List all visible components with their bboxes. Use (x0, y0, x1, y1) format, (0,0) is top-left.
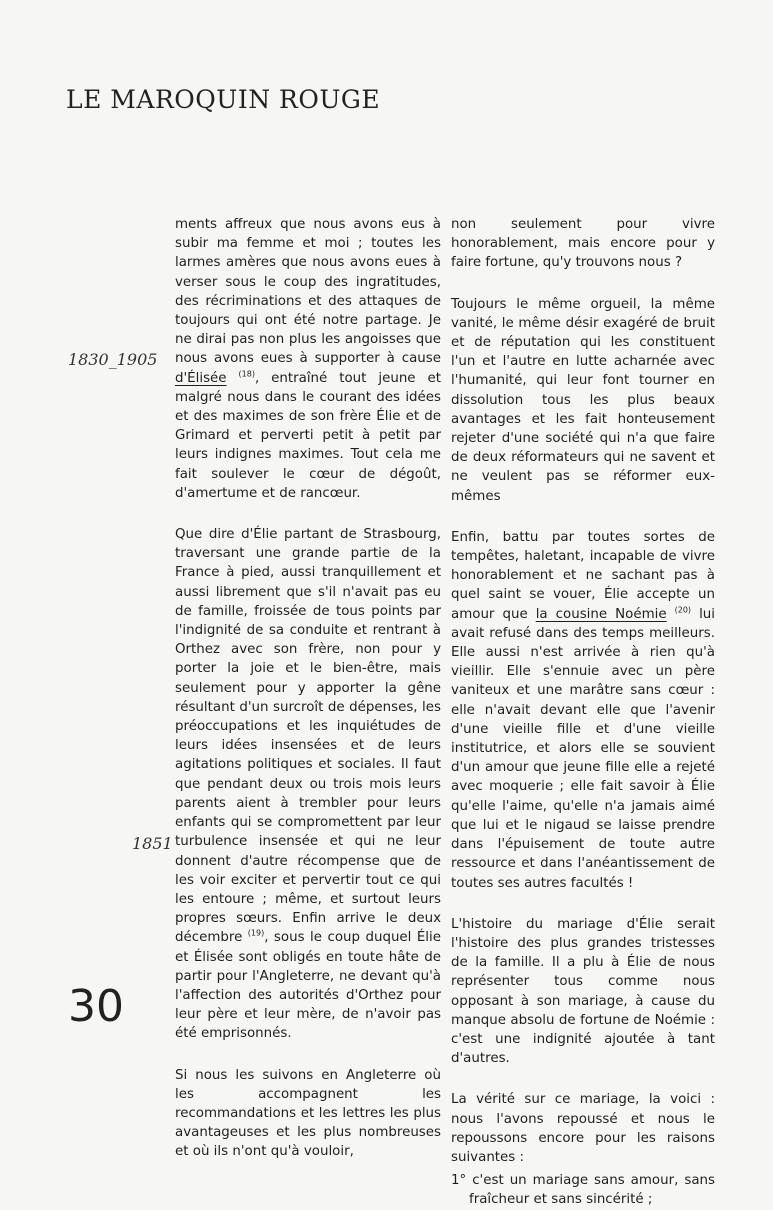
paragraph-text: Enfin, battu par toutes sortes de tempêtes, haletant, incapable de vivre honorablement et ne sachant pas à quel saint se vouer, Élie accepte un amour que (451, 529, 715, 622)
paragraph-text: , entraîné tout jeune et malgré nous dans le courant des idées et des maximes de son frère Élie et de Grimard et perverti petit à petit par leurs indignes maximes. Tout cela me fait soulever le cœur de dégoût, d'amertume et de rancœur. (175, 370, 441, 501)
paragraph: Toujours le même orgueil, la même vanité, le même désir exagéré de bruit et de réputation qui les constituent l'un et l'autre en lutte acharnée avec l'humanité, qui leur font tourner en dissolution tous les plus beaux avantages et les fait honteusement rejeter d'une société qui n'a que faire de deux réformateurs qui ne savent et ne veulent pas se réformer eux-mêmes (451, 296, 715, 504)
left-text-column (175, 215, 441, 1184)
footnote-ref: (18) (238, 369, 255, 379)
paragraph-text: ments affreux que nous avons eus à subir ma femme et moi ; toutes les larmes amères que nous avons eues à verser sous le coup des ingratitudes, des récriminations et des attaques de toujours qui ont été notre partage. Je ne dirai pas non plus les angoisses que nous avons eues à supporter à cause (175, 217, 441, 367)
paragraph: non seulement pour vivre honorablement, mais encore pour y faire fortune, qu'y trouvons nous ? (451, 217, 715, 271)
paragraph-text: Que dire d'Élie partant de Strasbourg, traversant une grande partie de la France à pied, aussi tranquillement et aussi librement que s'il n'avait pas eu de famille, froissée de tous points par l'indignité de sa conduite et rentrant à Orthez avec son frère, non pour y porter la joie et le bien-être, mais seulement pour y apporter la gêne résultant d'un surcroît de dépenses, les préoccupations et les inquiétudes de leurs idées insensées et de leurs agitations politiques et sociales. Il faut que pendant deux ou trois mois leurs parents aient à trembler pour leurs enfants qui se compromettent par leur turbulence insensée et qui ne leur donnent d'autre récompense que de les voir exciter et pervertir tout ce qui les entoure ; même, et surtout leurs propres sœurs. Enfin arrive le deux décembre (175, 527, 441, 946)
page-number: 30 (68, 981, 124, 1032)
running-header: LE MAROQUIN ROUGE (66, 85, 381, 114)
paragraph (175, 215, 441, 503)
paragraph: La vérité sur ce mariage, la voici : nous l'avons repoussé et nous le repoussons encore pour les raisons suivantes : (451, 1092, 715, 1165)
footnote-ref: (20) (674, 605, 692, 615)
paragraph: Si nous les suivons en Angleterre où les accompagnent les recommandations et les lettres les plus avantageuses et les plus nombreuses et où ils n'ont qu'à vouloir, (175, 1067, 441, 1160)
underlined-name: d'Élisée (175, 370, 227, 386)
paragraph: L'histoire du mariage d'Élie serait l'histoire des plus grandes tristesses de la famille. Il a plu à Élie de nous représenter tous comme nous opposant à son mariage, à cause du manque absolu de fortune de Noémie : c'est une indignité ajoutée à tant d'autres. (451, 916, 715, 1067)
paragraph-text: , sous le coup duquel Élie et Élisée sont obligés en toute hâte de partir pour l'Angleterre, ne devant qu'à l'affection des autorités d'Orthez pour leur père et leur mère, de n'avoir pas été emprisonnés. (175, 930, 441, 1042)
footnote-ref: (19) (247, 928, 265, 938)
paragraph (175, 525, 441, 1043)
paragraph-text: lui avait refusé dans des temps meilleurs. Elle aussi n'est arrivée à rien qu'à vieillir. Elle s'ennuie avec un père vaniteux et une marâtre sans cœur : elle n'avait devant elle que l'avenir d'une vieille fille et d'une vieille institutrice, et alors elle se souvient d'un amour que jeune fille elle a rejeté avec moquerie ; elle fait savoir à Élie qu'elle l'aime, qu'elle n'a jamais aimé que lui et le nigaud se laisse prendre dans l'épuisement de toute autre ressource et dans l'anéantissement de toutes ses autres facultés ! (451, 606, 715, 891)
right-text-column (451, 215, 715, 1210)
underlined-name: la cousine Noémie (535, 606, 667, 622)
list-item: 1° c'est un mariage sans amour, sans fraîcheur et sans sincérité ; (451, 1173, 715, 1208)
handwritten-dates-annotation: 1830_1905 (68, 350, 158, 369)
paragraph (451, 528, 715, 893)
handwritten-year-annotation: 1851 (132, 834, 173, 853)
